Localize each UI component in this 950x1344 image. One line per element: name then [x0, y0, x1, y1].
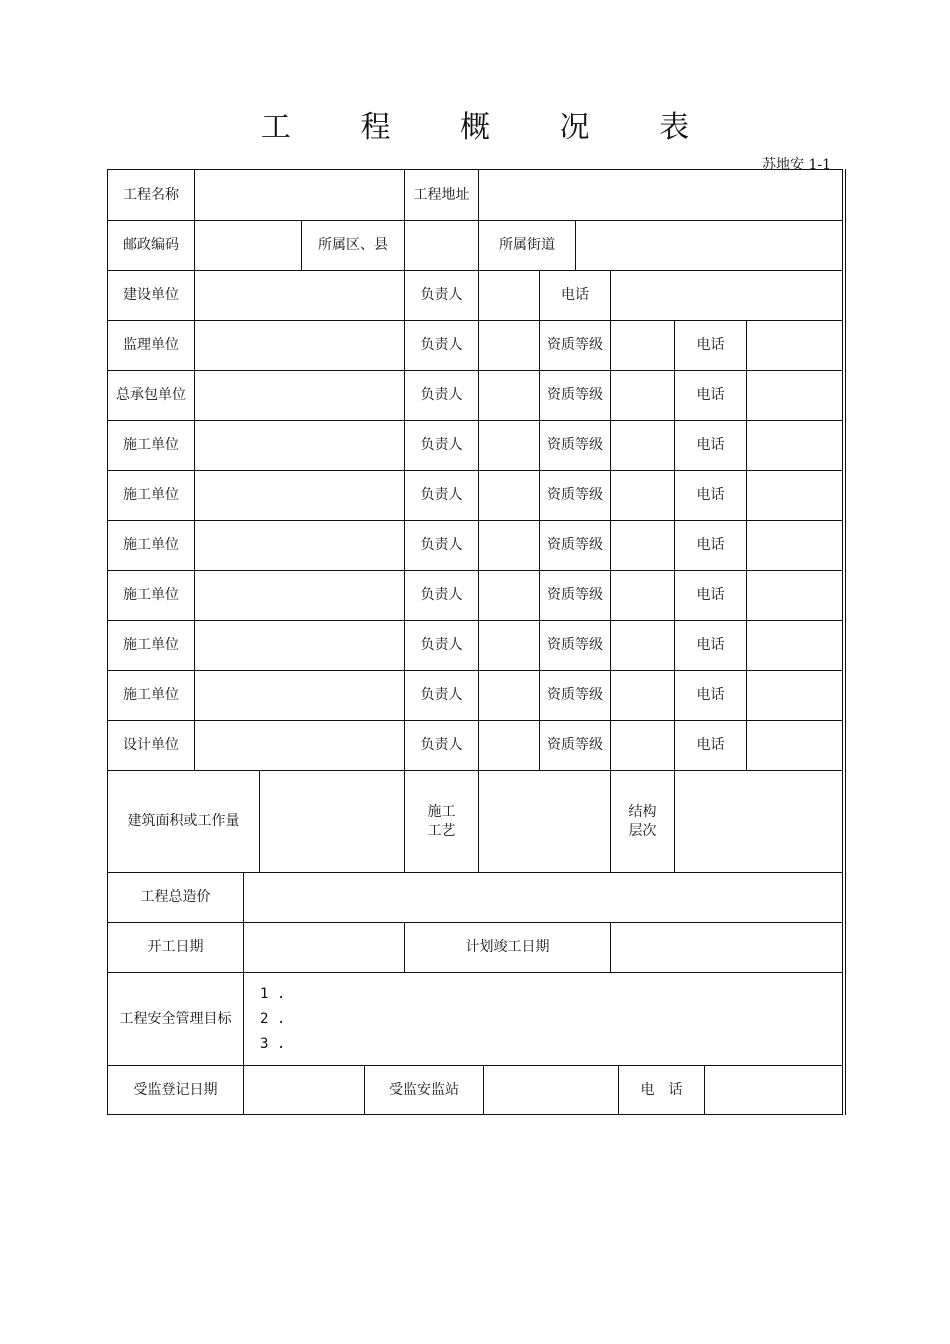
- label-process: [404, 771, 478, 872]
- goal-item: 2 .: [260, 1010, 286, 1027]
- row-builder-unit: [108, 570, 842, 620]
- row-safety-goal: [108, 972, 842, 1065]
- row-dates: [108, 922, 842, 972]
- label-person-in-charge: 负责人: [404, 571, 478, 620]
- builder-unit-field[interactable]: [194, 471, 404, 520]
- row-builder-unit: [108, 420, 842, 470]
- label-area: 建筑面积或工作量: [127, 813, 240, 830]
- goal-item: 3 .: [260, 1035, 286, 1052]
- project-name-field[interactable]: [194, 170, 404, 220]
- label-builder-unit: 施工单位: [123, 437, 179, 454]
- label-phone: 电话: [674, 521, 746, 570]
- phone-field[interactable]: [746, 671, 842, 720]
- supervision-station-field[interactable]: [483, 1066, 618, 1114]
- project-overview-form: [107, 169, 843, 1115]
- qualification-field[interactable]: [610, 321, 674, 370]
- project-address-field[interactable]: [478, 170, 842, 220]
- page-title: 工 程 概 况 表: [260, 110, 720, 145]
- label-person-in-charge: 负责人: [404, 671, 478, 720]
- form-code: 苏地安 1-1: [762, 157, 831, 173]
- label-process-line2: 工艺: [427, 822, 456, 839]
- row-construction-unit: [108, 270, 842, 320]
- person-in-charge-field[interactable]: [478, 471, 539, 520]
- builder-unit-field[interactable]: [194, 571, 404, 620]
- planned-completion-field[interactable]: [610, 923, 842, 972]
- label-safety-goal: 工程安全管理目标: [119, 1010, 232, 1027]
- label-qualification: 资质等级: [539, 671, 610, 720]
- phone-field[interactable]: [746, 421, 842, 470]
- label-district: 所属区、县: [301, 221, 404, 270]
- label-builder-unit: 施工单位: [123, 537, 179, 554]
- row-area: [108, 770, 842, 872]
- label-street: 所属街道: [478, 221, 575, 270]
- builder-unit-field[interactable]: [194, 521, 404, 570]
- row-builder-unit: [108, 520, 842, 570]
- builder-unit-field[interactable]: [194, 671, 404, 720]
- label-phone: 电 话: [618, 1066, 704, 1114]
- label-builder-unit: 施工单位: [123, 587, 179, 604]
- label-process-line1: 施工: [427, 803, 456, 820]
- label-builder-unit: 施工单位: [123, 487, 179, 504]
- label-design-unit: 设计单位: [123, 737, 179, 754]
- row-builder-unit: [108, 670, 842, 720]
- qualification-field[interactable]: [610, 371, 674, 420]
- supervision-unit-field[interactable]: [194, 321, 404, 370]
- person-in-charge-field[interactable]: [478, 621, 539, 670]
- person-in-charge-field[interactable]: [478, 271, 539, 320]
- postal-code-field[interactable]: [194, 221, 301, 270]
- qualification-field[interactable]: [610, 671, 674, 720]
- label-structure-line1: 结构: [628, 803, 657, 820]
- qualification-field[interactable]: [610, 521, 674, 570]
- phone-field[interactable]: [746, 471, 842, 520]
- qualification-field[interactable]: [610, 471, 674, 520]
- label-supervision-station: 受监安监站: [364, 1066, 483, 1114]
- person-in-charge-field[interactable]: [478, 721, 539, 770]
- structure-field[interactable]: [674, 771, 842, 872]
- qualification-field[interactable]: [610, 421, 674, 470]
- person-in-charge-field[interactable]: [478, 571, 539, 620]
- qualification-field[interactable]: [610, 621, 674, 670]
- safety-goal-list[interactable]: [243, 973, 842, 1065]
- qualification-field[interactable]: [610, 571, 674, 620]
- phone-field[interactable]: [704, 1066, 842, 1114]
- label-qualification: 资质等级: [539, 471, 610, 520]
- label-structure: [610, 771, 674, 872]
- label-qualification: 资质等级: [539, 571, 610, 620]
- label-builder-unit: 施工单位: [123, 637, 179, 654]
- label-person-in-charge: 负责人: [404, 371, 478, 420]
- label-phone: 电话: [674, 321, 746, 370]
- label-person-in-charge: 负责人: [404, 421, 478, 470]
- district-field[interactable]: [404, 221, 478, 270]
- label-person-in-charge: 负责人: [404, 521, 478, 570]
- label-total-cost: 工程总造价: [140, 889, 211, 906]
- goal-item: 1 .: [260, 985, 286, 1002]
- label-start-date: 开工日期: [147, 939, 204, 956]
- phone-field[interactable]: [610, 271, 842, 320]
- label-person-in-charge: 负责人: [404, 271, 478, 320]
- start-date-field[interactable]: [243, 923, 404, 972]
- builder-unit-field[interactable]: [194, 421, 404, 470]
- label-supervision-unit: 监理单位: [123, 337, 179, 354]
- general-contractor-field[interactable]: [194, 371, 404, 420]
- label-qualification: 资质等级: [539, 521, 610, 570]
- area-field[interactable]: [259, 771, 404, 872]
- phone-field[interactable]: [746, 321, 842, 370]
- label-project-name: 工程名称: [123, 186, 179, 203]
- person-in-charge-field[interactable]: [478, 371, 539, 420]
- label-qualification: 资质等级: [539, 621, 610, 670]
- person-in-charge-field[interactable]: [478, 421, 539, 470]
- label-person-in-charge: 负责人: [404, 321, 478, 370]
- row-general-contractor: [108, 370, 842, 420]
- street-field[interactable]: [575, 221, 842, 270]
- row-registration: [108, 1065, 842, 1114]
- label-registration-date: 受监登记日期: [133, 1081, 218, 1098]
- row-builder-unit: [108, 620, 842, 670]
- row-supervision-unit: [108, 320, 842, 370]
- total-cost-field[interactable]: [243, 873, 842, 922]
- label-phone: 电话: [674, 421, 746, 470]
- label-phone: 电话: [674, 621, 746, 670]
- row-builder-unit: [108, 470, 842, 520]
- label-person-in-charge: 负责人: [404, 621, 478, 670]
- label-structure-line2: 层次: [628, 822, 657, 839]
- label-planned-completion: 计划竣工日期: [404, 923, 610, 972]
- label-qualification: 资质等级: [539, 421, 610, 470]
- label-general-contractor: 总承包单位: [116, 387, 186, 404]
- label-person-in-charge: 负责人: [404, 471, 478, 520]
- label-person-in-charge: 负责人: [404, 721, 478, 770]
- label-phone: 电话: [674, 471, 746, 520]
- label-phone: 电话: [674, 571, 746, 620]
- phone-field[interactable]: [746, 721, 842, 770]
- construction-unit-field[interactable]: [194, 271, 404, 320]
- person-in-charge-field[interactable]: [478, 671, 539, 720]
- phone-field[interactable]: [746, 521, 842, 570]
- row-design-unit: [108, 720, 842, 770]
- row-project-name: [108, 170, 842, 220]
- label-builder-unit: 施工单位: [123, 687, 179, 704]
- person-in-charge-field[interactable]: [478, 321, 539, 370]
- design-unit-field[interactable]: [194, 721, 404, 770]
- phone-field[interactable]: [746, 571, 842, 620]
- label-construction-unit: 建设单位: [123, 287, 179, 304]
- label-qualification: 资质等级: [539, 321, 610, 370]
- row-postal: [108, 220, 842, 270]
- label-project-address: 工程地址: [404, 170, 478, 220]
- label-phone: 电话: [539, 271, 610, 320]
- label-qualification: 资质等级: [539, 371, 610, 420]
- process-field[interactable]: [478, 771, 610, 872]
- label-phone: 电话: [674, 721, 746, 770]
- label-qualification: 资质等级: [539, 721, 610, 770]
- builder-unit-field[interactable]: [194, 621, 404, 670]
- phone-field[interactable]: [746, 371, 842, 420]
- label-phone: 电话: [674, 671, 746, 720]
- label-postal-code: 邮政编码: [123, 237, 179, 254]
- person-in-charge-field[interactable]: [478, 521, 539, 570]
- phone-field[interactable]: [746, 621, 842, 670]
- row-total-cost: [108, 872, 842, 922]
- registration-date-field[interactable]: [243, 1066, 364, 1114]
- qualification-field[interactable]: [610, 721, 674, 770]
- label-phone: 电话: [674, 371, 746, 420]
